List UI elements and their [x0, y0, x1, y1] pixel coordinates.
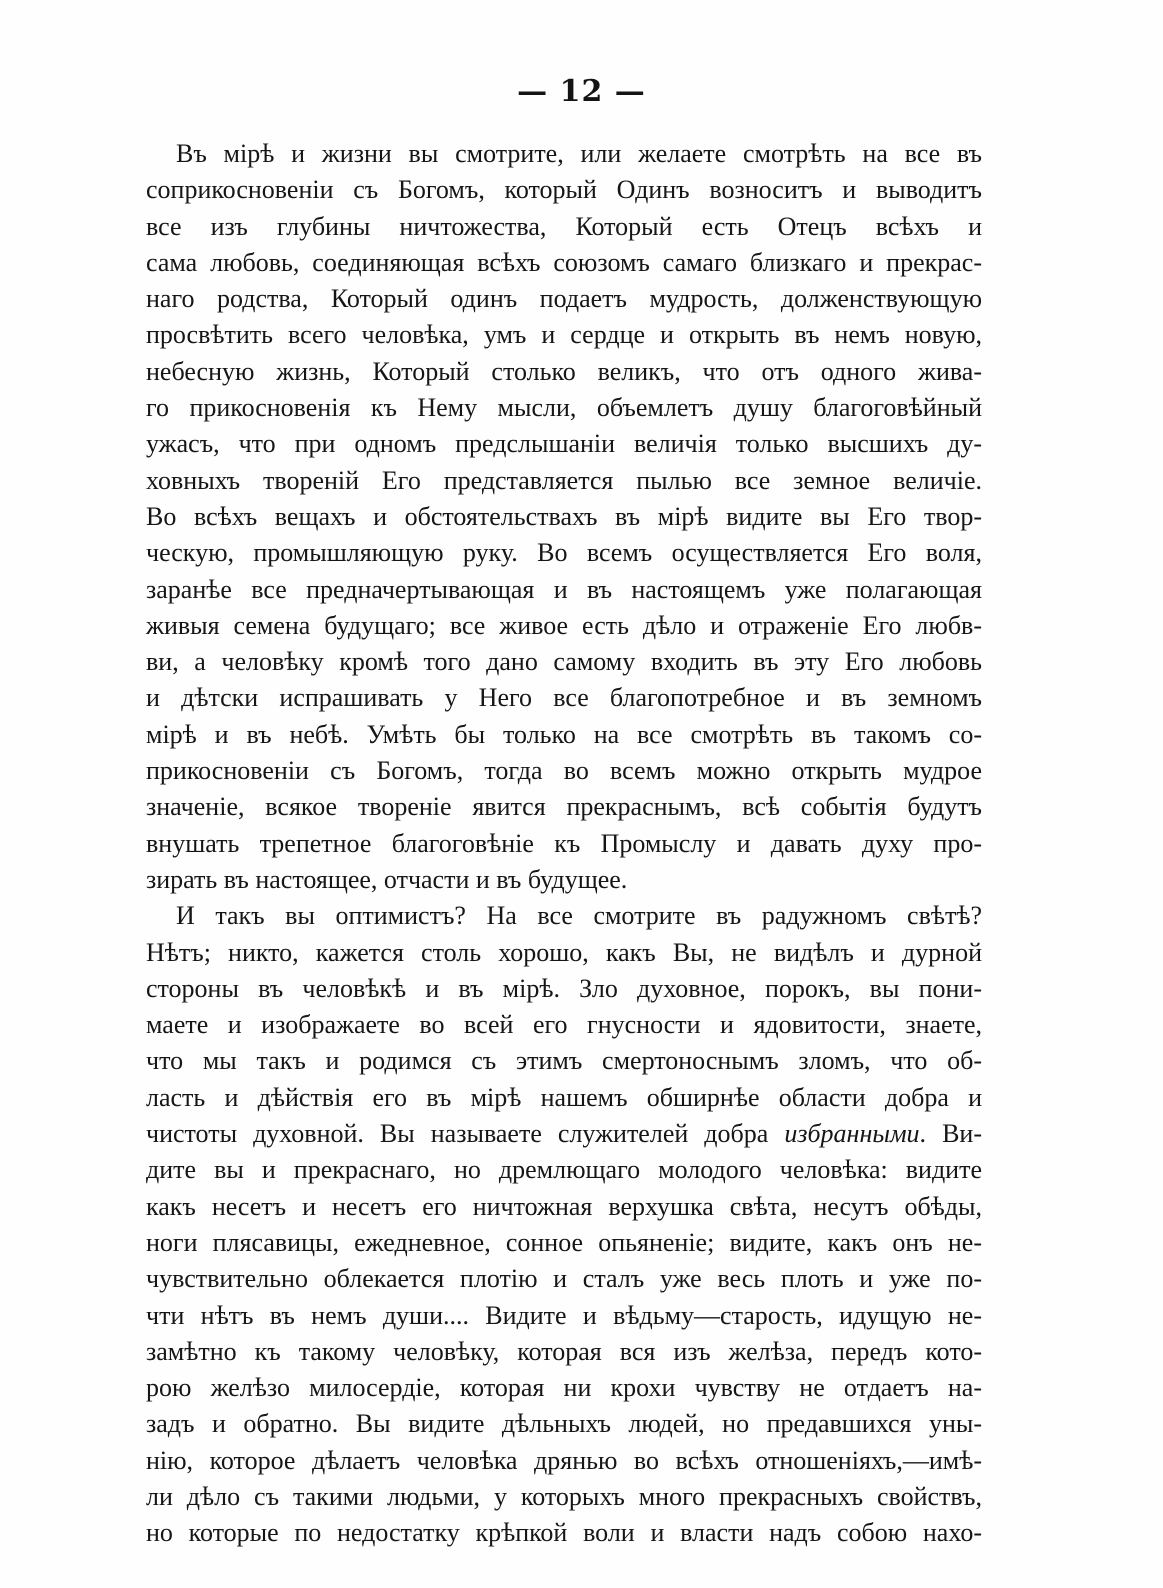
text-line: какъ несетъ и несетъ его ничтожная верхушка свѣта, несутъ обѣды,	[146, 1191, 982, 1221]
text-segment: чистоты духовной. Вы называете служителей добра	[146, 1119, 785, 1149]
text-line: чти нѣтъ въ немъ души.... Видите и вѣдьму—старость, идущую не-	[146, 1300, 982, 1330]
text-line: ви, а человѣку кромѣ того дано самому входить въ эту Его любовь	[146, 647, 982, 677]
text-line: внушать трепетное благоговѣніе къ Промыслу и давать духу про-	[146, 828, 982, 858]
text-line: что мы такъ и родимся съ этимъ смертоноснымъ зломъ, что об-	[146, 1046, 982, 1076]
italic-word: избранными	[784, 1119, 920, 1149]
text-line: все изъ глубины ничтожества, Который есть Отецъ всѣхъ и	[146, 211, 982, 241]
text-line: заранѣе все предначертывающая и въ настоящемъ уже полагающая	[146, 574, 982, 604]
text-line: го прикосновенія къ Нему мысли, объемлетъ душу благоговѣйный	[146, 393, 982, 423]
paragraph-1	[146, 136, 982, 898]
text-line: живыя семена будущаго; все живое есть дѣло и отраженіе Его любв-	[146, 610, 982, 640]
text-line: нію, которое дѣлаетъ человѣка дрянью во всѣхъ отношеніяхъ,—имѣ-	[146, 1445, 982, 1475]
text-line-with-italic	[146, 1116, 982, 1152]
text-line: стороны въ человѣкѣ и въ мірѣ. Зло духовное, порокъ, вы пони-	[146, 973, 982, 1003]
text-line: ласть и дѣйствія его въ мірѣ нашемъ обширнѣе области добра и	[146, 1082, 982, 1112]
text-line: Во всѣхъ вещахъ и обстоятельствахъ въ мірѣ видите вы Его твор-	[146, 501, 982, 531]
text-line: И такъ вы оптимистъ? На все смотрите въ радужномъ свѣтѣ?	[176, 901, 982, 931]
page-number: — 12 —	[517, 74, 646, 109]
text-line: небесную жизнь, Который столько великъ, что отъ одного жива-	[146, 356, 982, 386]
text-line: но которые по недостатку крѣпкой воли и власти надъ собою нахо-	[146, 1518, 982, 1548]
text-line: значеніе, всякое твореніе явится прекраснымъ, всѣ событія будутъ	[146, 792, 982, 822]
text-line: ли дѣло съ такими людьми, у которыхъ много прекрасныхъ свойствъ,	[146, 1481, 982, 1511]
text-line: сама любовь, соединяющая всѣхъ союзомъ самаго близкаго и прекрас-	[146, 247, 982, 277]
text-line: чувствительно облекается плотію и сталъ уже весь плоть и уже по-	[146, 1264, 982, 1294]
text-line: просвѣтить всего человѣка, умъ и сердце и открыть въ немъ новую,	[146, 320, 982, 350]
text-line: и дѣтски испрашивать у Него все благопотребное и въ земномъ	[146, 683, 982, 713]
text-line: задъ и обратно. Вы видите дѣльныхъ людей, но предавшихся уны-	[146, 1409, 982, 1439]
text-line: дите вы и прекраснаго, но дремлющаго молодого человѣка: видите	[146, 1155, 982, 1185]
text-line: ческую, промышляющую руку. Во всемъ осуществляется Его воля,	[146, 538, 982, 568]
text-line: соприкосновеніи съ Богомъ, который Одинъ возноситъ и выводитъ	[146, 175, 982, 205]
text-line: ховныхъ твореній Его представляется пылью все земное величіе.	[146, 465, 982, 495]
text-line: зирать въ настоящее, отчасти и въ будущее.	[146, 864, 628, 894]
body-text	[146, 136, 982, 1552]
paragraph-2	[146, 898, 982, 1551]
text-line: наго родства, Который одинъ подаетъ мудрость, долженствующую	[146, 284, 982, 314]
text-line: замѣтно къ такому человѣку, которая вся изъ желѣза, передъ кото-	[146, 1336, 982, 1366]
text-segment: . Ви-	[919, 1119, 982, 1149]
text-line: маете и изображаете во всей его гнусности и ядовитости, знаете,	[146, 1010, 982, 1040]
text-line: рою желѣзо милосердіе, которая ни крохи чувству не отдаетъ на-	[146, 1373, 982, 1403]
text-line: Въ мірѣ и жизни вы смотрите, или желаете смотрѣть на все въ	[176, 139, 982, 168]
text-line: ужасъ, что при одномъ предслышаніи величія только высшихъ ду-	[146, 429, 982, 459]
text-line: мірѣ и въ небѣ. Умѣть бы только на все смотрѣть въ такомъ со-	[146, 719, 982, 749]
text-line: Нѣтъ; никто, кажется столь хорошо, какъ Вы, не видѣлъ и дурной	[146, 937, 982, 967]
text-line: прикосновеніи съ Богомъ, тогда во всемъ можно открыть мудрое	[146, 756, 982, 786]
text-line: ноги плясавицы, ежедневное, сонное опьяненіе; видите, какъ онъ не-	[146, 1227, 982, 1257]
